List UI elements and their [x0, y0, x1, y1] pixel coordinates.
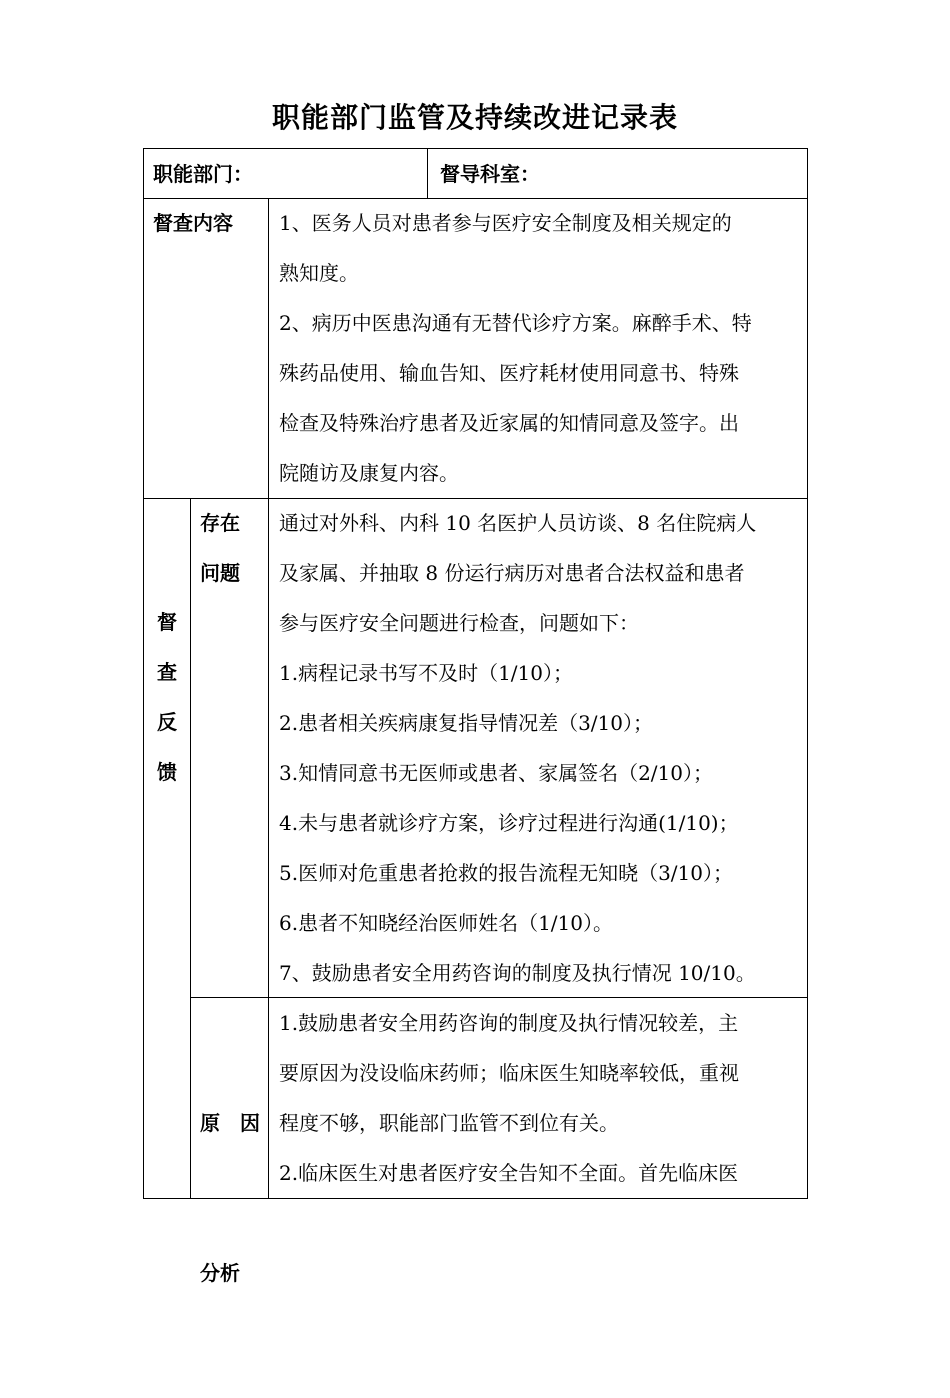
problem-line: 1.病程记录书写不及时（1/10）；: [279, 661, 573, 685]
problems-label-line: 问题: [200, 561, 240, 585]
problem-line: 3.知情同意书无医师或患者、家属签名（2/10）；: [279, 761, 713, 785]
inspection-line: 1、医务人员对患者参与医疗安全制度及相关规定的: [279, 211, 732, 235]
analysis-line: 程度不够，职能部门监管不到位有关。: [279, 1111, 619, 1135]
analysis-label-line: 原 因: [200, 1111, 260, 1135]
problems-label-line: 存在: [200, 511, 240, 535]
feedback-label-char: 反: [157, 710, 177, 734]
analysis-line: 要原因为没设临床药师；临床医生知晓率较低，重视: [279, 1061, 739, 1085]
record-form-table: [143, 148, 808, 1285]
feedback-label-char: 馈: [157, 760, 177, 784]
problem-line: 通过对外科、内科 10 名医护人员访谈、8 名住院病人: [279, 511, 757, 535]
inspection-line: 院随访及康复内容。: [279, 461, 459, 485]
problem-line: 及家属、并抽取 8 份运行病历对患者合法权益和患者: [279, 561, 745, 585]
feedback-label: [155, 597, 179, 797]
feedback-label-char: 督: [157, 610, 177, 634]
inspection-line: 2、病历中医患沟通有无替代诊疗方案。麻醉手术、特: [279, 311, 752, 335]
analysis-label: [200, 998, 260, 1398]
problems-label: [200, 498, 240, 598]
analysis-line: 2.临床医生对患者医疗安全告知不全面。首先临床医: [279, 1161, 739, 1185]
inspection-line: 殊药品使用、输血告知、医疗耗材使用同意书、特殊: [279, 361, 739, 385]
inspection-line: 检查及特殊治疗患者及近家属的知情同意及签字。出: [279, 411, 739, 435]
page-title: 职能部门监管及持续改进记录表: [271, 101, 678, 134]
problem-line: 5.医师对危重患者抢救的报告流程无知晓（3/10）；: [279, 861, 733, 885]
col-divider-label: [268, 198, 269, 1198]
feedback-label-char: 查: [157, 660, 177, 684]
col-divider-feedback: [190, 498, 191, 1198]
problem-line: 6.患者不知晓经治医师姓名（1/10）。: [279, 911, 613, 935]
problem-line: 7、鼓励患者安全用药咨询的制度及执行情况 10/10。: [279, 961, 756, 985]
analysis-content: [279, 998, 739, 1198]
problem-line: 2.患者相关疾病康复指导情况差（3/10）；: [279, 711, 653, 735]
inspection-content: [279, 198, 752, 498]
problems-content: [279, 498, 756, 998]
problem-line: 4.未与患者就诊疗方案，诊疗过程进行沟通(1/10)；: [279, 811, 739, 835]
col-divider-header: [427, 149, 428, 198]
dept-label: 职能部门：: [153, 162, 253, 186]
analysis-line: 1.鼓励患者安全用药咨询的制度及执行情况较差，主: [279, 1011, 739, 1035]
inspection-line: 熟知度。: [279, 261, 359, 285]
analysis-label-line: 分析: [200, 1261, 240, 1285]
problem-line: 参与医疗安全问题进行检查，问题如下：: [279, 611, 639, 635]
supervised-dept-label: 督导科室：: [440, 162, 540, 186]
inspection-label: 督查内容: [153, 211, 233, 235]
